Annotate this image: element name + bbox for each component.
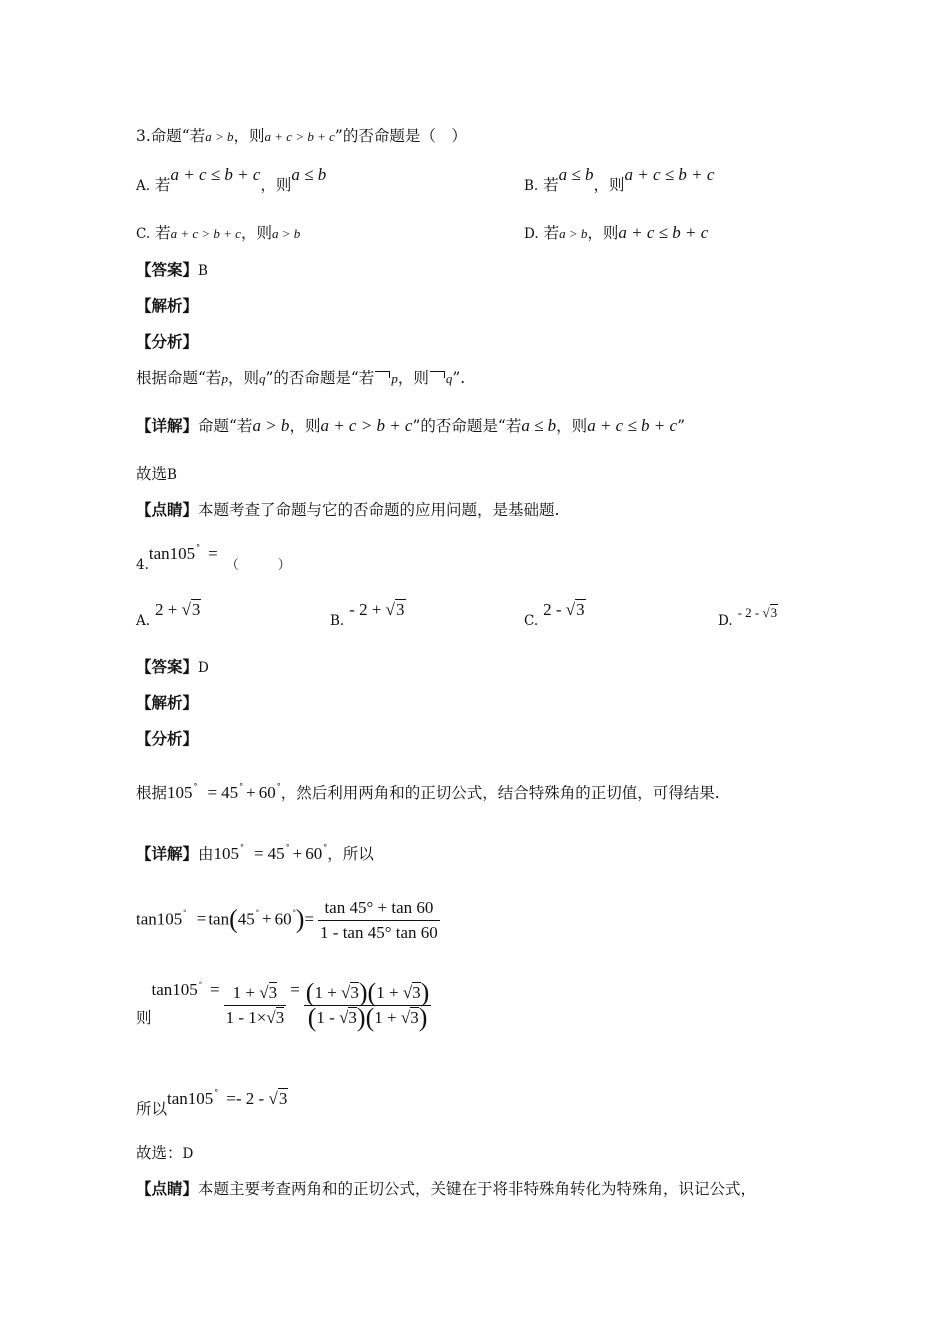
result-tan105: tan105 — [167, 1089, 214, 1108]
q3-conclusion: a + c > b + c — [264, 129, 335, 144]
q4-detail-eq: = — [254, 844, 264, 863]
q4-detail-60: 60 — [305, 844, 323, 863]
q3-option-b — [524, 165, 714, 196]
q4-detail-tag: 【详解】 — [136, 844, 199, 863]
not-symbol — [375, 371, 390, 378]
q4-option-a-rad: 3 — [191, 600, 201, 619]
q3-breakdown-nq: q — [445, 371, 453, 386]
q3-stem-suffix: ”的否命题是（ ） — [334, 127, 467, 145]
q4-option-d-rad: 3 — [770, 605, 778, 620]
q4-option-d-label: D. — [718, 613, 733, 629]
q4-option-a-pre: 2 + — [154, 600, 182, 619]
eq2-eq: = — [210, 980, 220, 999]
eq1-45: 45 — [237, 909, 255, 929]
q4-breakdown-text: 根据105° = 45° + 60°，然后利用两角和的正切公式，结合特殊角的正切值，可得结果. — [136, 782, 720, 802]
q4-detail: 【详解】由105° = 45° + 60°，所以 — [136, 843, 374, 863]
q3-breakdown-text — [136, 368, 465, 389]
q3-comment — [136, 500, 559, 520]
q4-detail-post: ，所以 — [327, 845, 374, 863]
q3-stem-prefix: 命题“若 — [150, 127, 206, 145]
q3-detail-conclusion: a + c > b + c — [320, 416, 413, 435]
question-3-stem — [136, 126, 467, 147]
q3-option-a-label: A. — [136, 178, 151, 194]
q3-breakdown-pre: 根据命题“若 — [136, 369, 222, 387]
q3-option-d — [524, 223, 708, 244]
q3-choose — [136, 464, 177, 485]
q3-analysis-tag: 【解析】 — [136, 296, 199, 315]
q3-detail — [136, 416, 685, 436]
q3-option-c-label: C. — [136, 226, 151, 242]
q4-equals: = — [208, 544, 218, 563]
q4-number: 4. — [136, 557, 149, 573]
q3-detail-tag: 【详解】 — [136, 416, 199, 435]
q4-option-a — [136, 600, 201, 631]
q3-breakdown-np: p — [391, 371, 398, 386]
q3-option-c-if: 若 — [155, 224, 171, 242]
eq2-tan105: tan105 — [151, 980, 198, 999]
eq1-eq2: = — [304, 909, 315, 929]
q4-breakdown-60: 60 — [258, 783, 276, 802]
q4-option-c-pre: 2 - — [543, 600, 566, 619]
q3-breakdown-q: q — [258, 371, 266, 386]
q3-option-d-if: 若 — [543, 224, 560, 242]
q3-detail-mid3: ，则 — [556, 417, 588, 435]
q4-paren: （ ） — [225, 558, 291, 573]
eq2-frac2-b-rad: 3 — [412, 982, 421, 1002]
q3-comment-tag: 【点睛】 — [136, 500, 199, 519]
q3-option-b-p: a ≤ b — [558, 165, 594, 184]
q4-answer-tag: 【答案】 — [136, 657, 199, 676]
q4-option-b-pre: - 2 + — [349, 600, 386, 619]
q3-breakdown-p: p — [221, 371, 228, 386]
eq1-eq: = — [196, 909, 207, 929]
eq1-tan105: tan105 — [136, 909, 183, 929]
equation-tan105-expand: tan105° = tan(45° + 60°)= $\frac{\tan 45^\circ + \tan 60}{1 - \tan 45^\circ \tan 60}$ — [136, 898, 438, 942]
eq2-frac1-den-rad: 3 — [275, 1008, 285, 1028]
q4-analysis-tag: 【解析】 — [136, 693, 199, 712]
eq2-frac1-num: 1 + √3 — [224, 982, 287, 1006]
q4-option-c — [524, 600, 586, 631]
q3-option-a-if: 若 — [154, 176, 171, 194]
eq2-frac1-num-text: 1 + — [232, 983, 260, 1003]
q3-option-d-then: ，则 — [587, 224, 619, 242]
equation-result: 所以tan105° =- 2 - √3 — [136, 1088, 288, 1118]
q3-option-b-q: a + c ≤ b + c — [624, 165, 715, 184]
q3-option-d-label: D. — [524, 226, 539, 242]
q4-tan: tan105 — [148, 544, 196, 563]
eq2-frac2-b: 1 + — [376, 982, 403, 1002]
q3-option-c — [136, 223, 300, 244]
sqrt-symbol: √3 — [762, 605, 778, 620]
eq2-frac1-den-text: 1 - 1× — [225, 1008, 267, 1028]
q3-option-d-p: a > b — [559, 226, 588, 241]
q4-breakdown-plus: + — [246, 783, 256, 802]
sqrt-symbol: √3 — [565, 600, 585, 619]
eq1-plus: + — [261, 909, 272, 929]
question-4-stem: $4.\tan 105^\circ =_{( )}$ — [136, 543, 291, 573]
q3-breakdown-mid1: ，则 — [227, 369, 259, 387]
result-rad: 3 — [278, 1089, 288, 1108]
q4-detail-plus: + — [292, 844, 303, 863]
q3-breakdown-tag: 【分析】 — [136, 332, 199, 351]
q4-detail-105: 105 — [213, 844, 240, 863]
eq1-fraction — [318, 898, 440, 943]
q3-detail-post: ” — [677, 417, 685, 435]
q3-choose-prefix: 故选 — [136, 465, 168, 483]
q3-option-d-q: a + c ≤ b + c — [618, 223, 709, 242]
q3-choose-value: B — [167, 467, 177, 483]
q4-detail-45: 45 — [267, 844, 285, 863]
sqrt-symbol: √3 — [181, 600, 201, 619]
q3-breakdown-mid3: ，则 — [397, 369, 429, 387]
q3-breakdown-post: ”. — [452, 369, 466, 387]
q4-breakdown-pre: 根据 — [136, 784, 168, 802]
q3-option-c-p: a + c > b + c — [170, 226, 241, 241]
q4-option-b-label: B. — [330, 613, 345, 629]
q4-option-d-pre: - 2 - — [737, 605, 763, 620]
q3-answer-tag: 【答案】 — [136, 260, 199, 279]
eq2-frac2-c: 1 - — [316, 1007, 340, 1027]
q3-option-b-if: 若 — [543, 176, 559, 194]
q4-comment — [136, 1179, 756, 1199]
q4-comment-tag: 【点睛】 — [136, 1179, 199, 1198]
q3-option-c-then: ，则 — [240, 224, 272, 242]
eq1-60: 60 — [274, 909, 292, 929]
q3-premise: a > b — [205, 129, 234, 144]
q3-comment-text: 本题考查了命题与它的否命题的应用问题，是基础题. — [198, 501, 560, 519]
q3-answer — [136, 260, 208, 281]
sqrt-symbol: √3 — [385, 600, 405, 619]
q3-stem-mid: ，则 — [233, 127, 265, 145]
equation-then: 则tan105° = $\frac{1 + √3}{1 - 1\times√3}$ = $\frac{(1 + √3)(1 + √3)}{(1 - √3)(1 + √3)}$ — [136, 977, 430, 1032]
q3-option-a — [136, 165, 326, 196]
result-so-label: 所以 — [136, 1100, 168, 1118]
q3-detail-neg-premise: a ≤ b — [521, 416, 557, 435]
q4-detail-pre: 由 — [198, 845, 214, 863]
q4-breakdown-eq: = — [207, 783, 218, 802]
q3-detail-neg-conclusion: a + c ≤ b + c — [587, 416, 678, 435]
q3-detail-mid1: ，则 — [289, 417, 321, 435]
q4-breakdown-105: 105 — [167, 783, 193, 802]
q3-option-a-p: a + c ≤ b + c — [170, 165, 261, 184]
q4-comment-text: 本题主要考查两角和的正切公式，关键在于将非特殊角转化为特殊角，识记公式， — [198, 1180, 757, 1198]
q3-option-a-then: ，则 — [260, 176, 292, 194]
eq1-numerator: tan 45° + tan 60 — [318, 898, 440, 921]
eq1-denominator: 1 - tan 45° tan 60 — [320, 923, 438, 942]
q4-answer-value: D — [198, 660, 209, 676]
eq2-frac2-a-rad: 3 — [350, 982, 359, 1002]
q4-breakdown-45: 45 — [221, 783, 239, 802]
eq2-frac2-den: (1 - √3)(1 + √3) — [307, 1002, 428, 1032]
q4-breakdown-post: ，然后利用两角和的正切公式，结合特殊角的正切值，可得结果. — [280, 784, 720, 802]
eq2-frac2-c-rad: 3 — [348, 1007, 357, 1027]
q3-detail-pre: 命题“若 — [198, 417, 253, 435]
q3-option-c-q: a > b — [271, 226, 301, 241]
not-symbol — [430, 371, 445, 378]
q4-choose-value: D — [182, 1146, 194, 1162]
result-pre: - 2 - — [235, 1089, 269, 1108]
eq2-eq2: = — [290, 980, 300, 999]
q3-option-b-then: ，则 — [593, 176, 625, 194]
eq2-fraction1 — [224, 982, 287, 1028]
q3-number: 3. — [136, 127, 151, 145]
q3-detail-mid2: ”的否命题是“若 — [412, 417, 522, 435]
eq1-tan: tan — [208, 909, 230, 929]
q4-option-c-label: C. — [524, 613, 539, 629]
eq2-then-label: 则 — [136, 1009, 152, 1027]
q3-detail-premise: a > b — [252, 416, 290, 435]
eq2-frac1-num-rad: 3 — [268, 983, 278, 1003]
q4-option-d — [718, 602, 778, 631]
q4-option-b-rad: 3 — [396, 600, 405, 619]
q3-option-b-label: B. — [524, 178, 539, 194]
q4-choose — [136, 1143, 193, 1164]
result-eq: = — [226, 1089, 236, 1108]
q4-option-a-label: A. — [136, 613, 151, 629]
q3-option-a-q: a ≤ b — [291, 165, 327, 184]
q4-answer — [136, 657, 209, 678]
q3-breakdown-mid2: ”的否命题是“若 — [265, 369, 375, 387]
eq2-frac2-d: 1 + — [374, 1007, 401, 1027]
q4-option-c-rad: 3 — [576, 600, 585, 619]
q4-option-b — [330, 600, 406, 631]
sqrt-symbol: √3 — [268, 1089, 288, 1108]
q4-breakdown-tag: 【分析】 — [136, 729, 199, 748]
eq2-frac2-num: (1 + √3)(1 + √3) — [305, 977, 430, 1007]
eq2-fraction2 — [304, 977, 432, 1032]
q3-answer-value: B — [198, 263, 208, 279]
q4-choose-prefix: 故选： — [136, 1144, 183, 1162]
eq2-frac2-a: 1 + — [314, 982, 342, 1002]
eq2-frac1-den: 1 - 1×√3 — [225, 1008, 285, 1028]
eq2-frac2-d-rad: 3 — [410, 1007, 419, 1027]
